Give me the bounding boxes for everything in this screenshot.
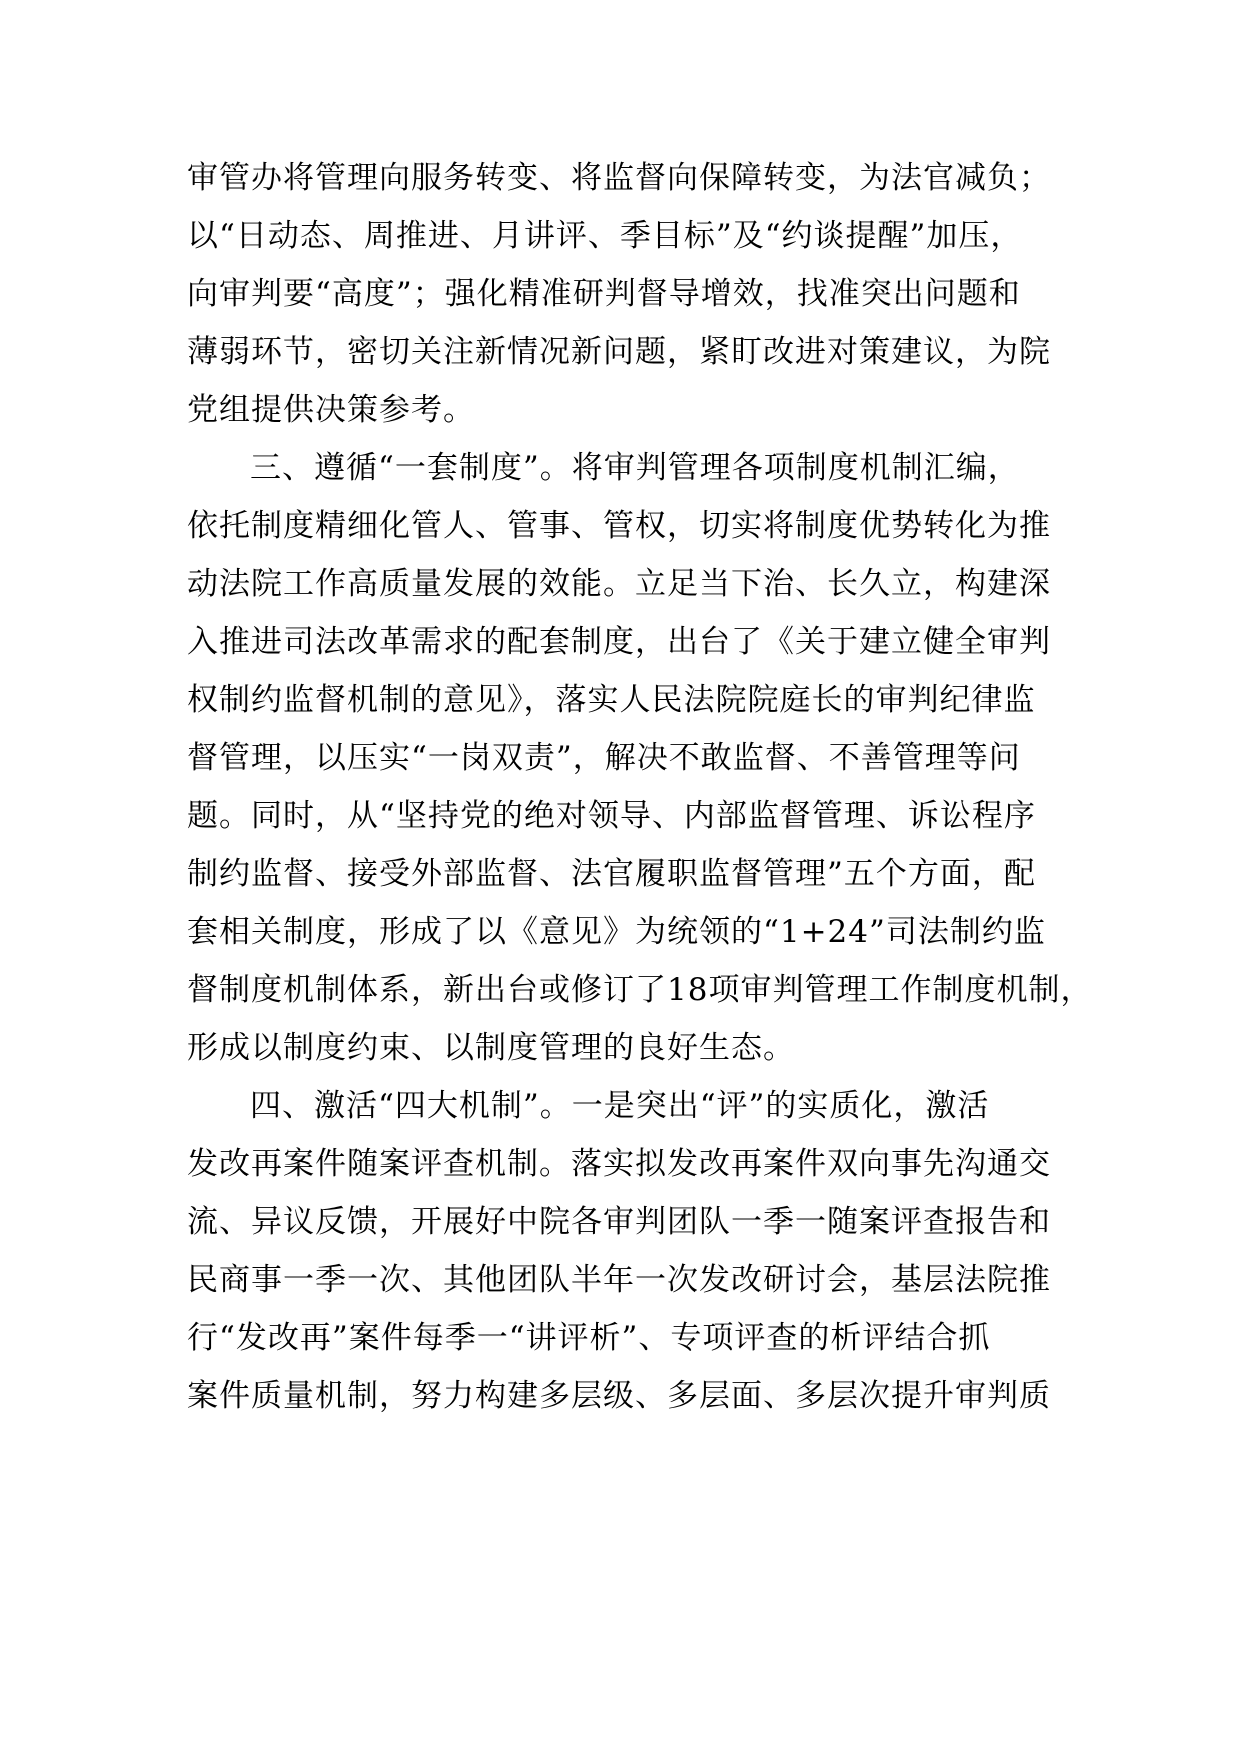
- text-line-2: 以“日动态、周推进、月讲评、季目标”及“约谈提醒”加压，: [187, 218, 1023, 254]
- section-four-heading-line: 四、激活“四大机制”。一是突出“评”的实质化，激活: [250, 1088, 990, 1124]
- text-line-11: 督管理，以压实“一岗双责”，解决不敢监督、不善管理等问: [187, 740, 1021, 776]
- text-line-14: 套相关制度，形成了以《意见》为统领的“1+24”司法制约监: [187, 914, 1046, 950]
- text-line-16: 形成以制度约束、以制度管理的良好生态。: [187, 1030, 795, 1066]
- text-line-10: 权制约监督机制的意见》，落实人民法院院庭长的审判纪律监: [187, 682, 1036, 718]
- text-line-12: 题。同时，从“坚持党的绝对领导、内部监督管理、诉讼程序: [187, 798, 1036, 834]
- text-line-13: 制约监督、接受外部监督、法官履职监督管理”五个方面，配: [187, 856, 1036, 892]
- text-line-1: 审管办将管理向服务转变、将监督向保障转变，为法官减负；: [187, 160, 1051, 196]
- text-line-9: 入推进司法改革需求的配套制度，出台了《关于建立健全审判: [187, 624, 1051, 660]
- text-line-20: 民商事一季一次、其他团队半年一次发改研讨会，基层法院推: [187, 1262, 1051, 1298]
- text-line-4: 薄弱环节，密切关注新情况新问题，紧盯改进对策建议，为院: [187, 334, 1051, 370]
- text-line-21: 行“发改再”案件每季一“讲评析”、专项评查的析评结合抓: [187, 1320, 991, 1356]
- text-line-3: 向审判要“高度”；强化精准研判督导增效，找准突出问题和: [187, 276, 1021, 312]
- text-line-15: 督制度机制体系，新出台或修订了18项审判管理工作制度机制，: [187, 972, 1093, 1008]
- text-line-7: 依托制度精细化管人、管事、管权，切实将制度优势转化为推: [187, 508, 1051, 544]
- section-three-heading-line: 三、遵循“一套制度”。将审判管理各项制度机制汇编，: [250, 450, 1020, 486]
- text-line-22: 案件质量机制，努力构建多层级、多层面、多层次提升审判质: [187, 1378, 1051, 1414]
- text-line-5: 党组提供决策参考。: [187, 392, 475, 428]
- text-line-18: 发改再案件随案评查机制。落实拟发改再案件双向事先沟通交: [187, 1146, 1051, 1182]
- text-line-8: 动法院工作高质量发展的效能。立足当下治、长久立，构建深: [187, 566, 1051, 602]
- text-line-19: 流、异议反馈，开展好中院各审判团队一季一随案评查报告和: [187, 1204, 1051, 1240]
